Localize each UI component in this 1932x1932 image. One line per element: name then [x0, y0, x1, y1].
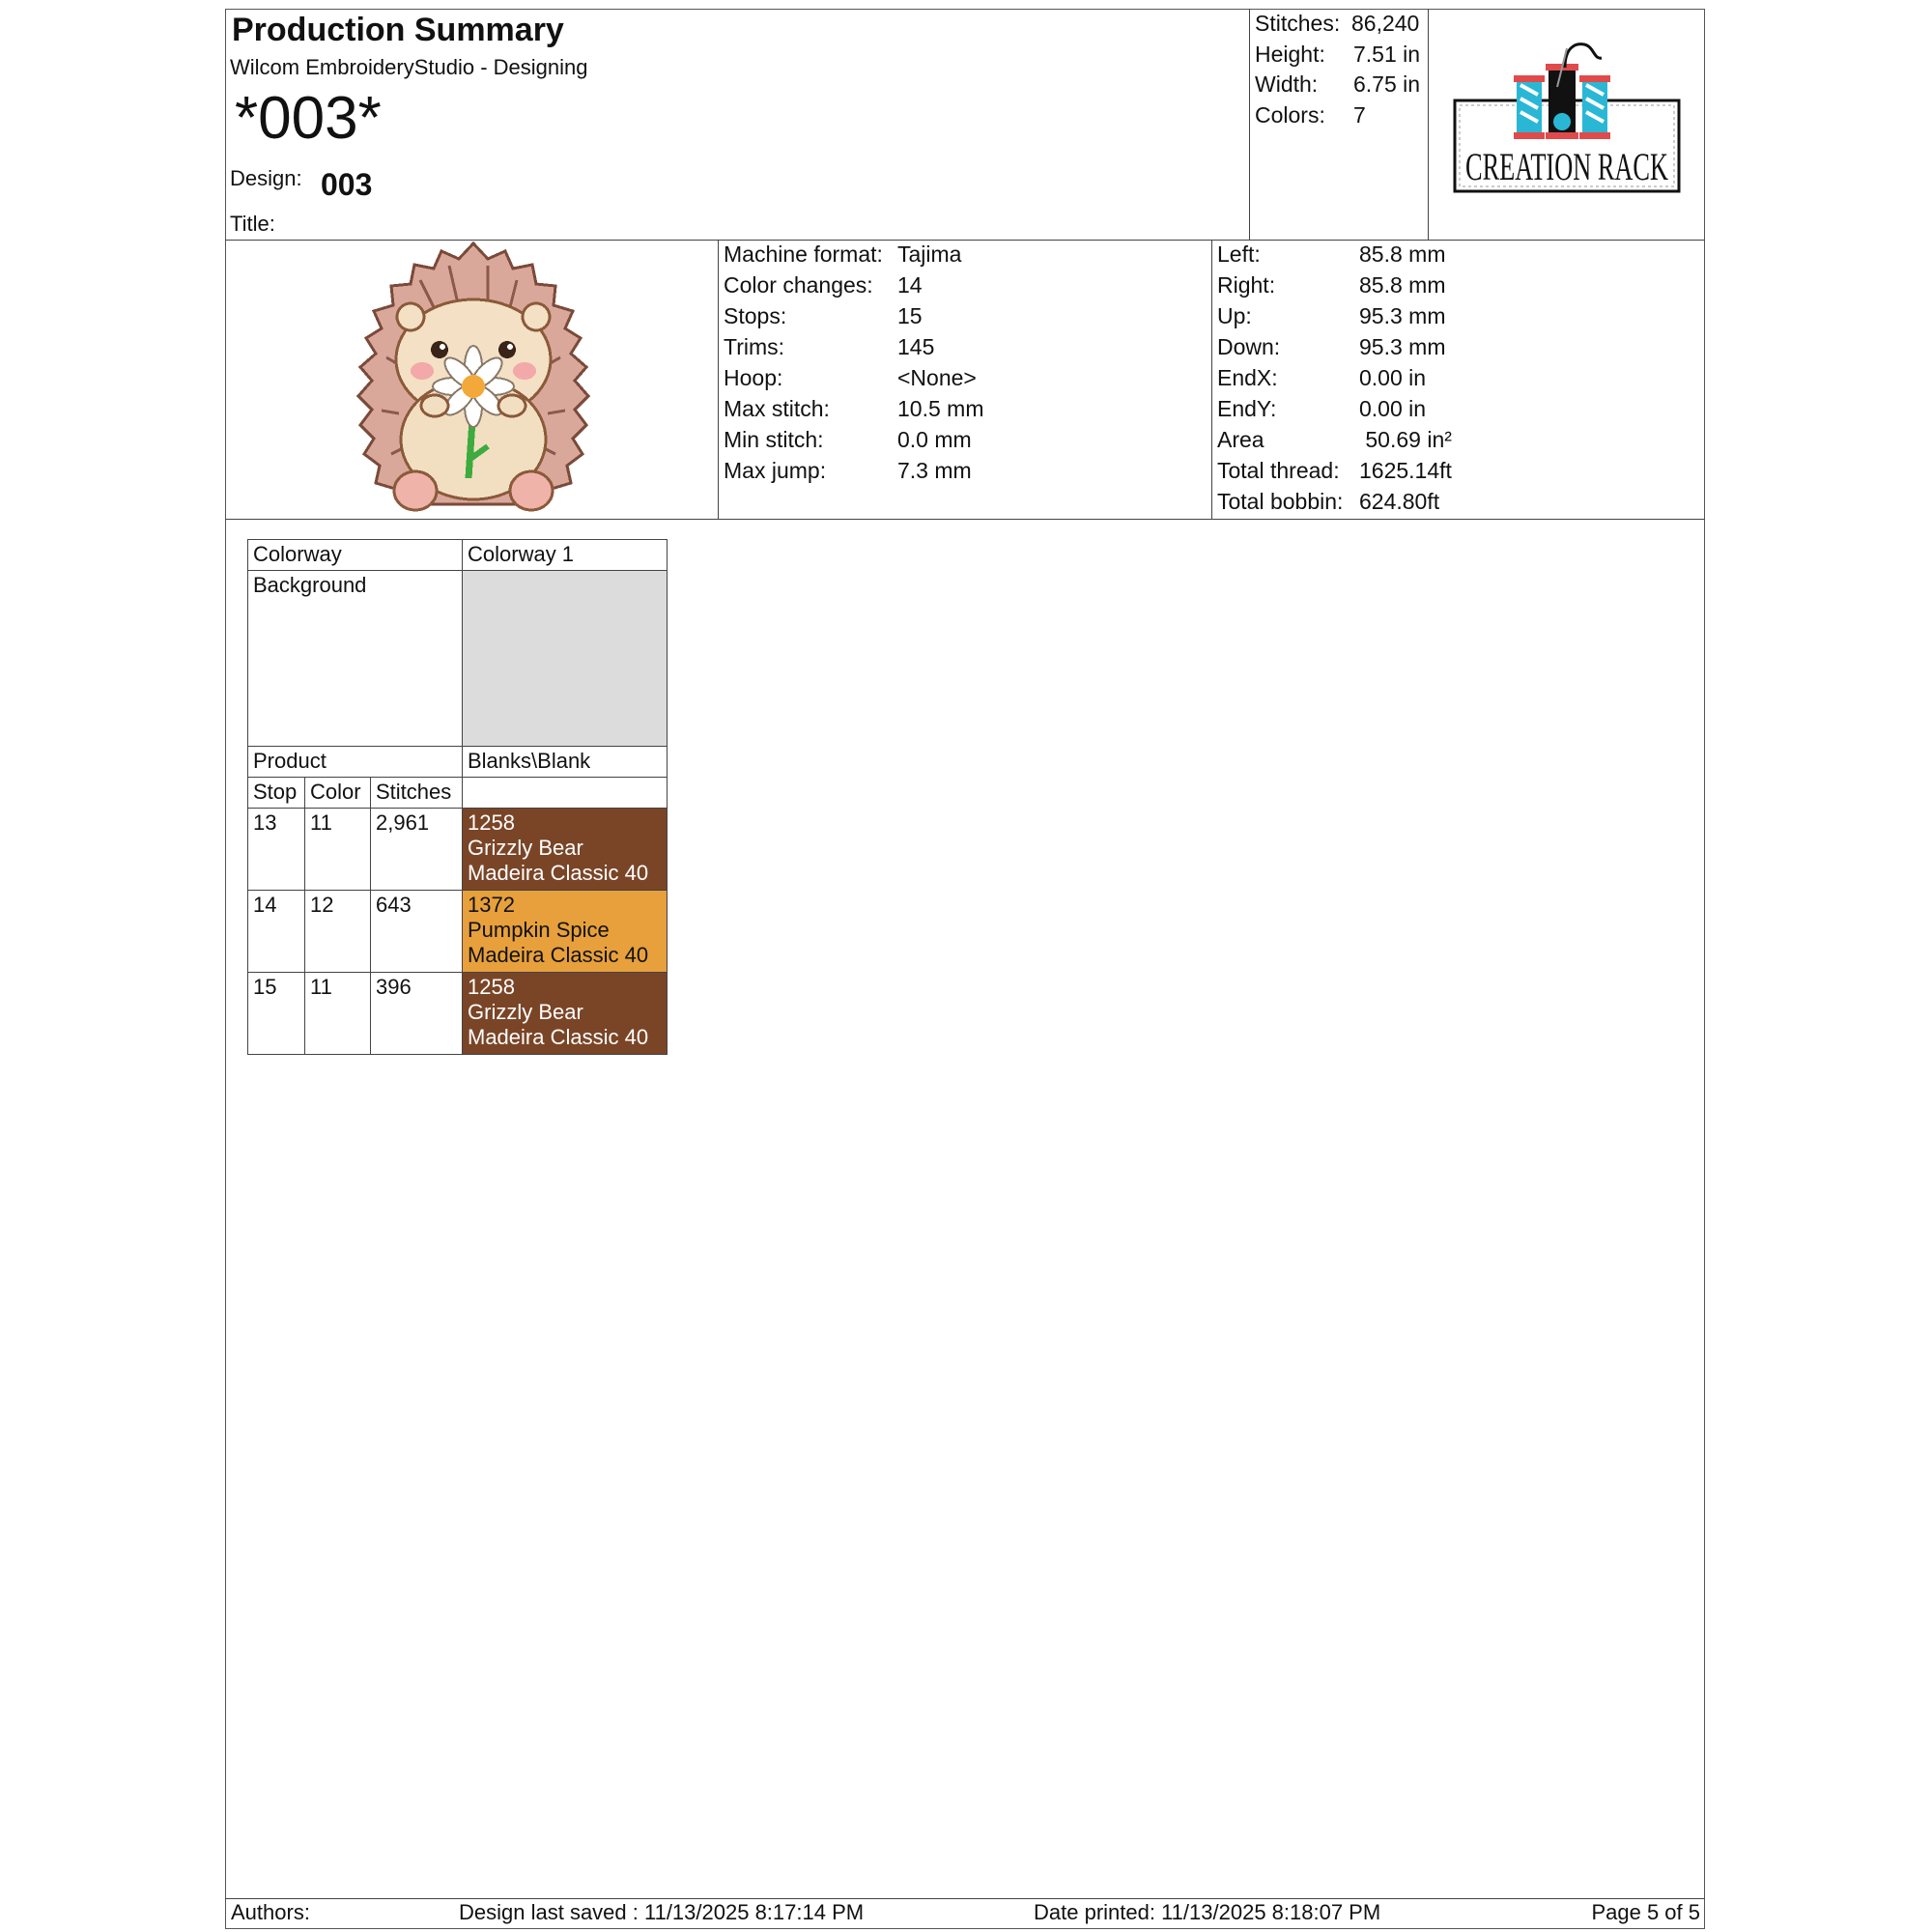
background-label: Background: [248, 571, 463, 747]
colorway-value: Colorway 1: [463, 540, 668, 571]
total-thread-value: 1625.14ft: [1359, 458, 1452, 483]
row-color: 11: [305, 973, 371, 1055]
stat-height-value: 7.51 in: [1353, 42, 1421, 67]
header-divider: [225, 240, 1705, 241]
table-row: [248, 891, 668, 973]
thread-brand: Madeira Classic 40: [468, 1025, 649, 1049]
stat-colors-label: Colors:: [1255, 102, 1325, 128]
logo-text: CREATION RACK: [1465, 145, 1669, 188]
left-value: 85.8 mm: [1359, 242, 1446, 267]
row-color: 12: [305, 891, 371, 973]
product-label: Product: [248, 747, 463, 778]
report-subtitle: Wilcom EmbroideryStudio - Designing: [230, 55, 588, 79]
col-thread-header: [463, 778, 668, 809]
left-label: Left:: [1217, 242, 1261, 267]
footer-divider: [225, 1898, 1705, 1899]
stat-stitches-value: 86,240: [1351, 11, 1420, 36]
trims-label: Trims:: [724, 334, 785, 359]
thread-code: 1258: [468, 975, 515, 999]
stat-width-value: 6.75 in: [1353, 71, 1421, 97]
total-bobbin-value: 624.80ft: [1359, 489, 1440, 514]
footer-page-number: Page 5 of 5: [1591, 1900, 1700, 1924]
thread-brand: Madeira Classic 40: [468, 943, 649, 967]
table-row: [248, 809, 668, 891]
total-bobbin-label: Total bobbin:: [1217, 489, 1344, 514]
thread-brand: Madeira Classic 40: [468, 861, 649, 885]
max-jump-label: Max jump:: [724, 458, 827, 483]
machine-format-value: Tajima: [897, 242, 962, 267]
stats-divider-left: [1249, 9, 1250, 240]
col-stop-header: Stop: [248, 778, 305, 809]
stops-label: Stops:: [724, 303, 787, 328]
down-label: Down:: [1217, 334, 1281, 359]
up-value: 95.3 mm: [1359, 303, 1446, 328]
thread-code: 1372: [468, 893, 515, 917]
product-value: Blanks\Blank: [463, 747, 668, 778]
thread-swatch: [463, 891, 668, 973]
background-swatch: [463, 571, 668, 747]
total-thread-label: Total thread:: [1217, 458, 1340, 483]
row-color: 11: [305, 809, 371, 891]
design-big-name: *003*: [235, 85, 382, 152]
up-label: Up:: [1217, 303, 1252, 328]
color-changes-label: Color changes:: [724, 272, 873, 298]
row-stitches: 396: [371, 973, 463, 1055]
min-stitch-label: Min stitch:: [724, 427, 824, 452]
col-color-header: Color: [305, 778, 371, 809]
row-stitches: 2,961: [371, 809, 463, 891]
footer-last-saved: Design last saved : 11/13/2025 8:17:14 PM: [459, 1900, 865, 1924]
col-stitches-header: Stitches: [371, 778, 463, 809]
endy-value: 0.00 in: [1359, 396, 1427, 421]
area-value: 50.69 in²: [1359, 427, 1452, 452]
row-stop: 13: [248, 809, 305, 891]
max-stitch-label: Max stitch:: [724, 396, 830, 421]
right-label: Right:: [1217, 272, 1276, 298]
max-jump-value: 7.3 mm: [897, 458, 972, 483]
stops-value: 15: [897, 303, 923, 328]
colorway-table: [247, 539, 668, 1055]
machine-format-label: Machine format:: [724, 242, 883, 267]
down-value: 95.3 mm: [1359, 334, 1446, 359]
thread-name: Grizzly Bear: [468, 836, 583, 860]
thread-name: Grizzly Bear: [468, 1000, 583, 1024]
stat-width-label: Width:: [1255, 71, 1319, 97]
endx-label: EndX:: [1217, 365, 1278, 390]
stat-height-label: Height:: [1255, 42, 1325, 67]
area-label: Area: [1217, 427, 1264, 452]
info-divider: [225, 519, 1705, 520]
thread-code: 1258: [468, 810, 515, 835]
hoop-value: <None>: [897, 365, 977, 390]
thread-name: Pumpkin Spice: [468, 918, 610, 942]
endy-label: EndY:: [1217, 396, 1277, 421]
image-divider: [718, 240, 719, 519]
endx-value: 0.00 in: [1359, 365, 1427, 390]
row-stop: 15: [248, 973, 305, 1055]
row-stitches: 643: [371, 891, 463, 973]
hoop-label: Hoop:: [724, 365, 783, 390]
footer-authors: Authors:: [231, 1900, 310, 1924]
right-value: 85.8 mm: [1359, 272, 1446, 298]
stats-divider-right: [1428, 9, 1429, 240]
footer-date-printed: Date printed: 11/13/2025 8:18:07 PM: [1034, 1900, 1381, 1924]
colorway-label: Colorway: [248, 540, 463, 571]
table-row: [248, 973, 668, 1055]
design-preview: [343, 242, 604, 517]
stat-stitches-label: Stitches:: [1255, 11, 1341, 36]
machine-divider: [1211, 240, 1212, 519]
row-stop: 14: [248, 891, 305, 973]
color-changes-value: 14: [897, 272, 923, 298]
thread-swatch: [463, 809, 668, 891]
design-label: Design:: [230, 166, 302, 190]
thread-swatch: [463, 973, 668, 1055]
max-stitch-value: 10.5 mm: [897, 396, 984, 421]
report-title: Production Summary: [232, 12, 564, 48]
stat-colors-value: 7: [1353, 102, 1366, 128]
creation-rack-logo: [1439, 39, 1690, 203]
title-label: Title:: [230, 212, 275, 236]
trims-value: 145: [897, 334, 935, 359]
design-value: 003: [321, 167, 373, 202]
min-stitch-value: 0.0 mm: [897, 427, 972, 452]
